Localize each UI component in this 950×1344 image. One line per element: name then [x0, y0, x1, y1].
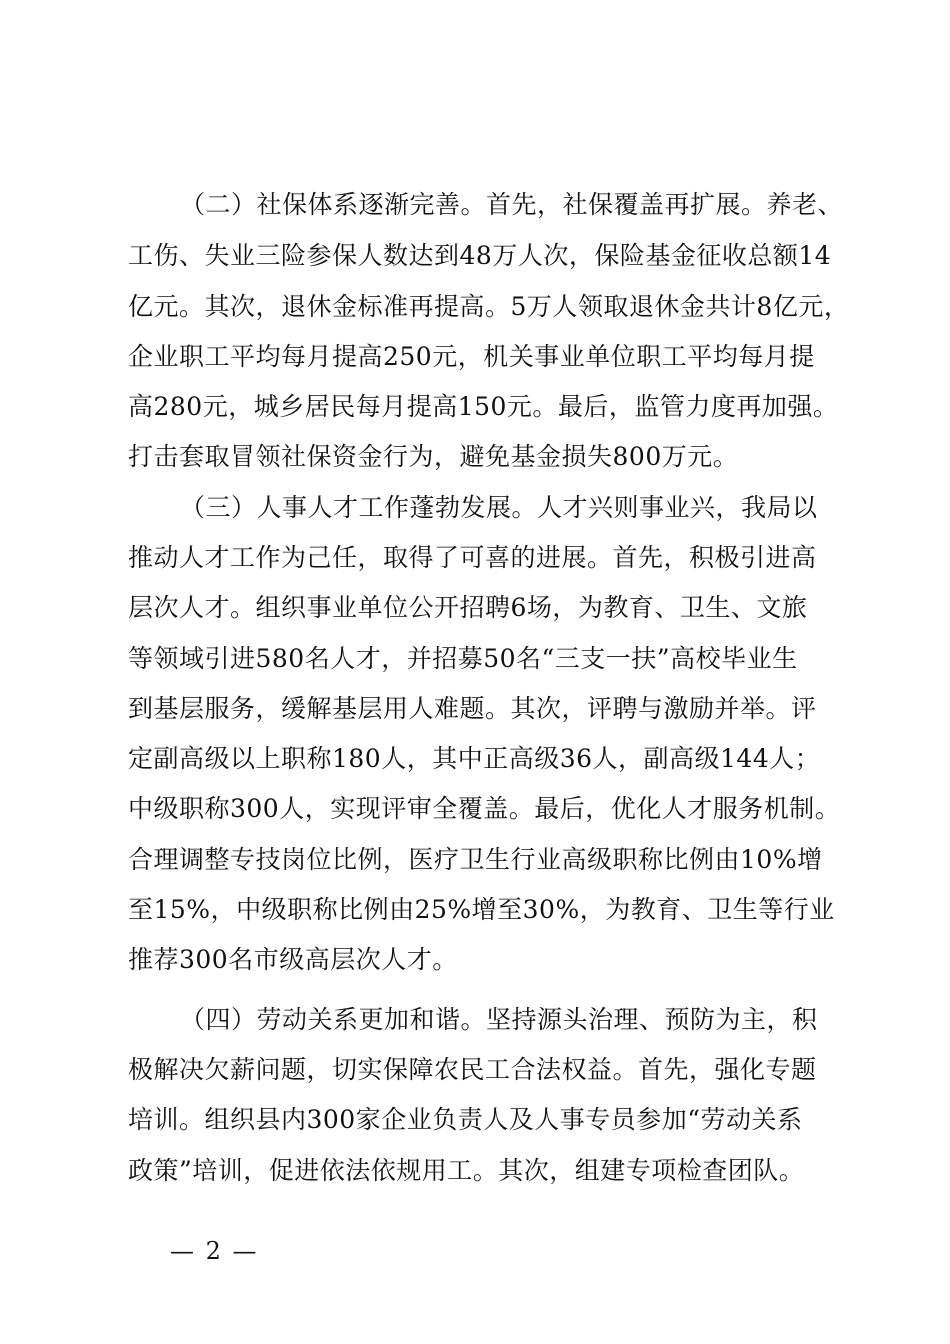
paragraph-3-line-9: 至15%，中级职称比例由25%增至30%，为教育、卫生等行业 — [128, 895, 835, 924]
paragraph-2-line-1: （二）社保体系逐渐完善。首先，社保覆盖再扩展。养老、 — [180, 190, 844, 219]
paragraph-3-line-7: 中级职称300人，实现评审全覆盖。最后，优化人才服务机制。 — [128, 794, 841, 823]
paragraph-2-line-3: 亿元。其次，退休金标准再提高。5万人领取退休金共计8亿元， — [128, 292, 850, 321]
paragraph-2-line-4: 企业职工平均每月提高250元，机关事业单位职工平均每月提 — [128, 342, 815, 371]
paragraph-4-line-1: （四）劳动关系更加和谐。坚持源头治理、预防为主，积 — [180, 1005, 818, 1034]
page-number: — 2 — — [170, 1237, 259, 1265]
paragraph-3-line-6: 定副高级以上职称180人，其中正高级36人，副高级144人； — [128, 744, 821, 773]
paragraph-2-line-6: 打击套取冒领社保资金行为，避免基金损失800万元。 — [128, 442, 739, 471]
paragraph-2-line-5: 高280元，城乡居民每月提高150元。最后，监管力度再加强。 — [128, 392, 839, 421]
paragraph-4-line-4: 政策”培训，促进依法依规用工。其次，组建专项检查团队。 — [128, 1156, 805, 1185]
paragraph-4-line-3: 培训。组织县内300家企业负责人及人事专员参加“劳动关系 — [128, 1105, 803, 1134]
paragraph-3-line-2: 推动人才工作为己任，取得了可喜的进展。首先，积极引进高 — [128, 543, 817, 572]
paragraph-3-line-5: 到基层服务，缓解基层用人难题。其次，评聘与激励并举。评 — [128, 694, 817, 723]
paragraph-3-line-4: 等领域引进580名人才，并招募50名“三支一扶”高校毕业生 — [128, 644, 798, 673]
paragraph-4-line-2: 极解决欠薪问题，切实保障农民工合法权益。首先，强化专题 — [128, 1055, 817, 1084]
paragraph-3-line-8: 合理调整专技岗位比例，医疗卫生行业高级职称比例由10%增 — [128, 845, 823, 874]
paragraph-3-line-10: 推荐300名市级高层次人才。 — [128, 945, 458, 974]
paragraph-2-line-2: 工伤、失业三险参保人数达到48万人次，保险基金征收总额14 — [128, 241, 832, 270]
paragraph-3-line-1: （三）人事人才工作蓬勃发展。人才兴则事业兴，我局以 — [180, 493, 818, 522]
paragraph-3-line-3: 层次人才。组织事业单位公开招聘6场，为教育、卫生、文旅 — [128, 593, 808, 622]
